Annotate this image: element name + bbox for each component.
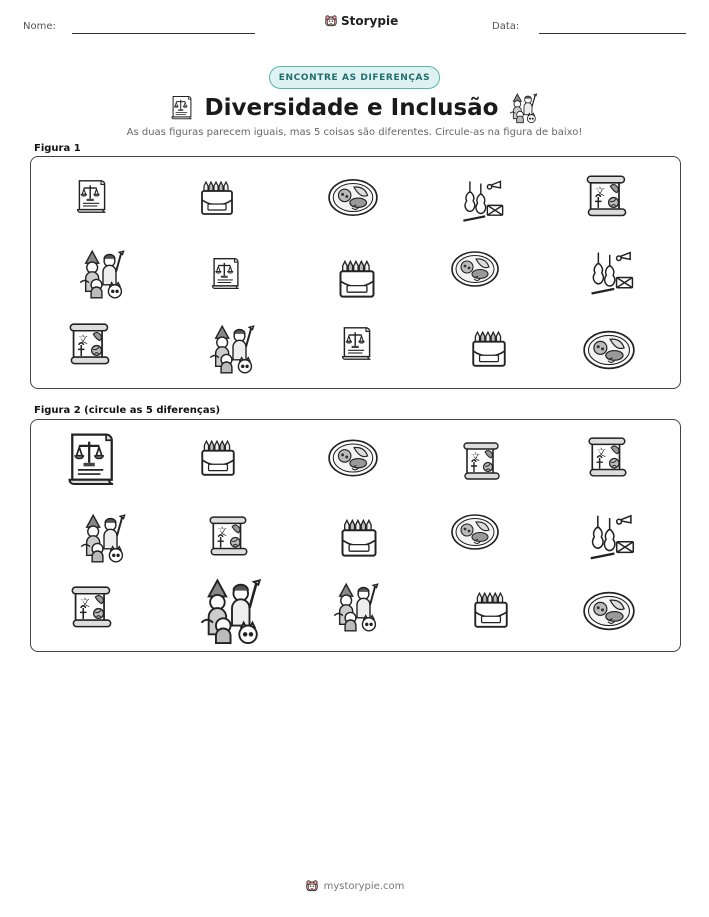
law-scroll-icon bbox=[169, 94, 195, 122]
date-label: Data: bbox=[492, 21, 520, 32]
crayon-box-icon[interactable] bbox=[337, 516, 381, 560]
name-label: Nome: bbox=[23, 21, 56, 32]
date-field[interactable] bbox=[539, 33, 686, 34]
instruments-icon bbox=[458, 177, 508, 225]
figure1-panel bbox=[30, 156, 681, 389]
name-field[interactable] bbox=[72, 33, 255, 34]
page-title: Diversidade e Inclusão bbox=[204, 95, 499, 121]
culture-scroll-icon bbox=[67, 320, 113, 370]
law-scroll-icon bbox=[74, 174, 110, 220]
law-scroll-icon bbox=[209, 253, 243, 295]
culture-scroll-icon[interactable] bbox=[207, 514, 251, 560]
diverse-kids-icon[interactable] bbox=[331, 581, 383, 633]
footer-url[interactable]: mystorypie.com bbox=[323, 880, 405, 892]
brand-logo bbox=[324, 14, 398, 28]
food-plate-icon bbox=[582, 327, 636, 373]
page-title-row bbox=[0, 90, 709, 126]
food-plate-icon bbox=[449, 249, 501, 289]
diverse-kids-icon[interactable] bbox=[197, 575, 267, 647]
instruments-icon bbox=[586, 248, 638, 298]
crayon-box-icon[interactable] bbox=[470, 588, 512, 632]
crayon-box-icon bbox=[335, 257, 379, 301]
brand-name: Storypie bbox=[341, 14, 399, 28]
food-plate-icon[interactable] bbox=[449, 512, 501, 552]
crayon-box-icon bbox=[468, 327, 510, 371]
law-scroll-icon bbox=[339, 322, 375, 366]
culture-scroll-icon[interactable] bbox=[69, 583, 115, 633]
culture-scroll-icon bbox=[584, 173, 630, 221]
culture-scroll-icon[interactable] bbox=[461, 437, 503, 487]
food-plate-icon bbox=[327, 175, 379, 220]
crayon-box-icon bbox=[197, 177, 237, 219]
figure2-panel[interactable] bbox=[30, 419, 681, 652]
diverse-kids-icon[interactable] bbox=[78, 512, 130, 564]
figure2-label: Figura 2 (circule as 5 diferenças) bbox=[34, 405, 221, 416]
diverse-kids-icon bbox=[508, 92, 540, 124]
storypie-mascot-icon bbox=[305, 879, 319, 893]
diverse-kids-icon bbox=[77, 248, 129, 300]
law-scroll-icon[interactable] bbox=[63, 429, 121, 491]
activity-badge: ENCONTRE AS DIFERENÇAS bbox=[269, 66, 440, 89]
footer bbox=[0, 879, 709, 893]
crayon-box-icon[interactable] bbox=[197, 437, 239, 479]
culture-scroll-icon[interactable] bbox=[586, 434, 630, 482]
diverse-kids-icon bbox=[207, 323, 259, 375]
figure1-label: Figura 1 bbox=[34, 143, 81, 154]
food-plate-icon[interactable] bbox=[582, 588, 636, 634]
food-plate-icon[interactable] bbox=[327, 437, 379, 479]
storypie-mascot-icon bbox=[324, 14, 338, 28]
instruments-icon[interactable] bbox=[584, 511, 640, 563]
instructions: As duas figuras parecem iguais, mas 5 coisas são diferentes. Circule-as na figura de baixo! bbox=[126, 127, 583, 138]
